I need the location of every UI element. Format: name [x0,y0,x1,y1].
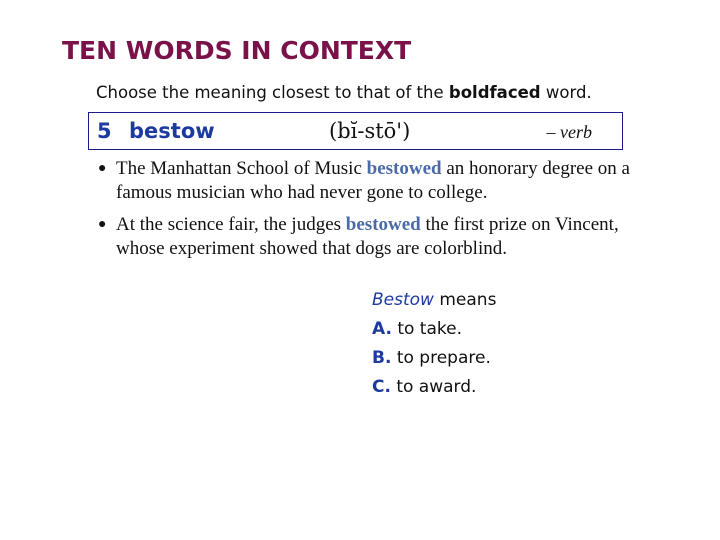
question-rest: means [433,290,497,310]
example-text-after: the first prize on Vincent, whose experiment showed that dogs are colorblind. [116,214,619,259]
part-of-speech: – verb [546,122,592,142]
example-text-after: an honorary degree on a famous musician who had never gone to college. [116,158,630,203]
vocabulary-word: bestow [129,119,215,143]
example-keyword: bestowed [366,158,442,179]
option-text: to award. [390,377,477,397]
answer-option-a[interactable] [372,319,462,339]
answer-option-c[interactable] [372,377,476,397]
bullet-icon: ● [98,161,107,176]
example-sentence-2 [98,213,658,261]
example-sentence-1 [98,157,658,205]
option-letter: C. [372,377,391,397]
page-title: TEN WORDS IN CONTEXT [62,36,412,65]
option-text: to take. [391,319,462,339]
instructions-bold-text: boldfaced [448,83,541,102]
word-entry-box [88,112,623,150]
question-word: Bestow [372,290,434,310]
example-keyword: bestowed [345,214,421,235]
example-text-before: At the science fair, the judges [116,214,346,235]
example-text [116,213,658,261]
option-letter: A. [372,319,392,339]
answer-option-b[interactable] [372,348,491,368]
instructions-text-before: Choose the meaning closest to that of the [96,83,449,102]
example-text-before: The Manhattan School of Music [116,158,367,179]
pronunciation: (bĭ-stō') [329,119,411,143]
word-number: 5 [97,119,112,143]
instructions [96,83,592,102]
instructions-text-after: word. [540,83,592,102]
example-text [116,157,658,205]
option-letter: B. [372,348,392,368]
question-stem [372,290,496,310]
option-text: to prepare. [391,348,491,368]
bullet-icon: ● [98,217,107,232]
